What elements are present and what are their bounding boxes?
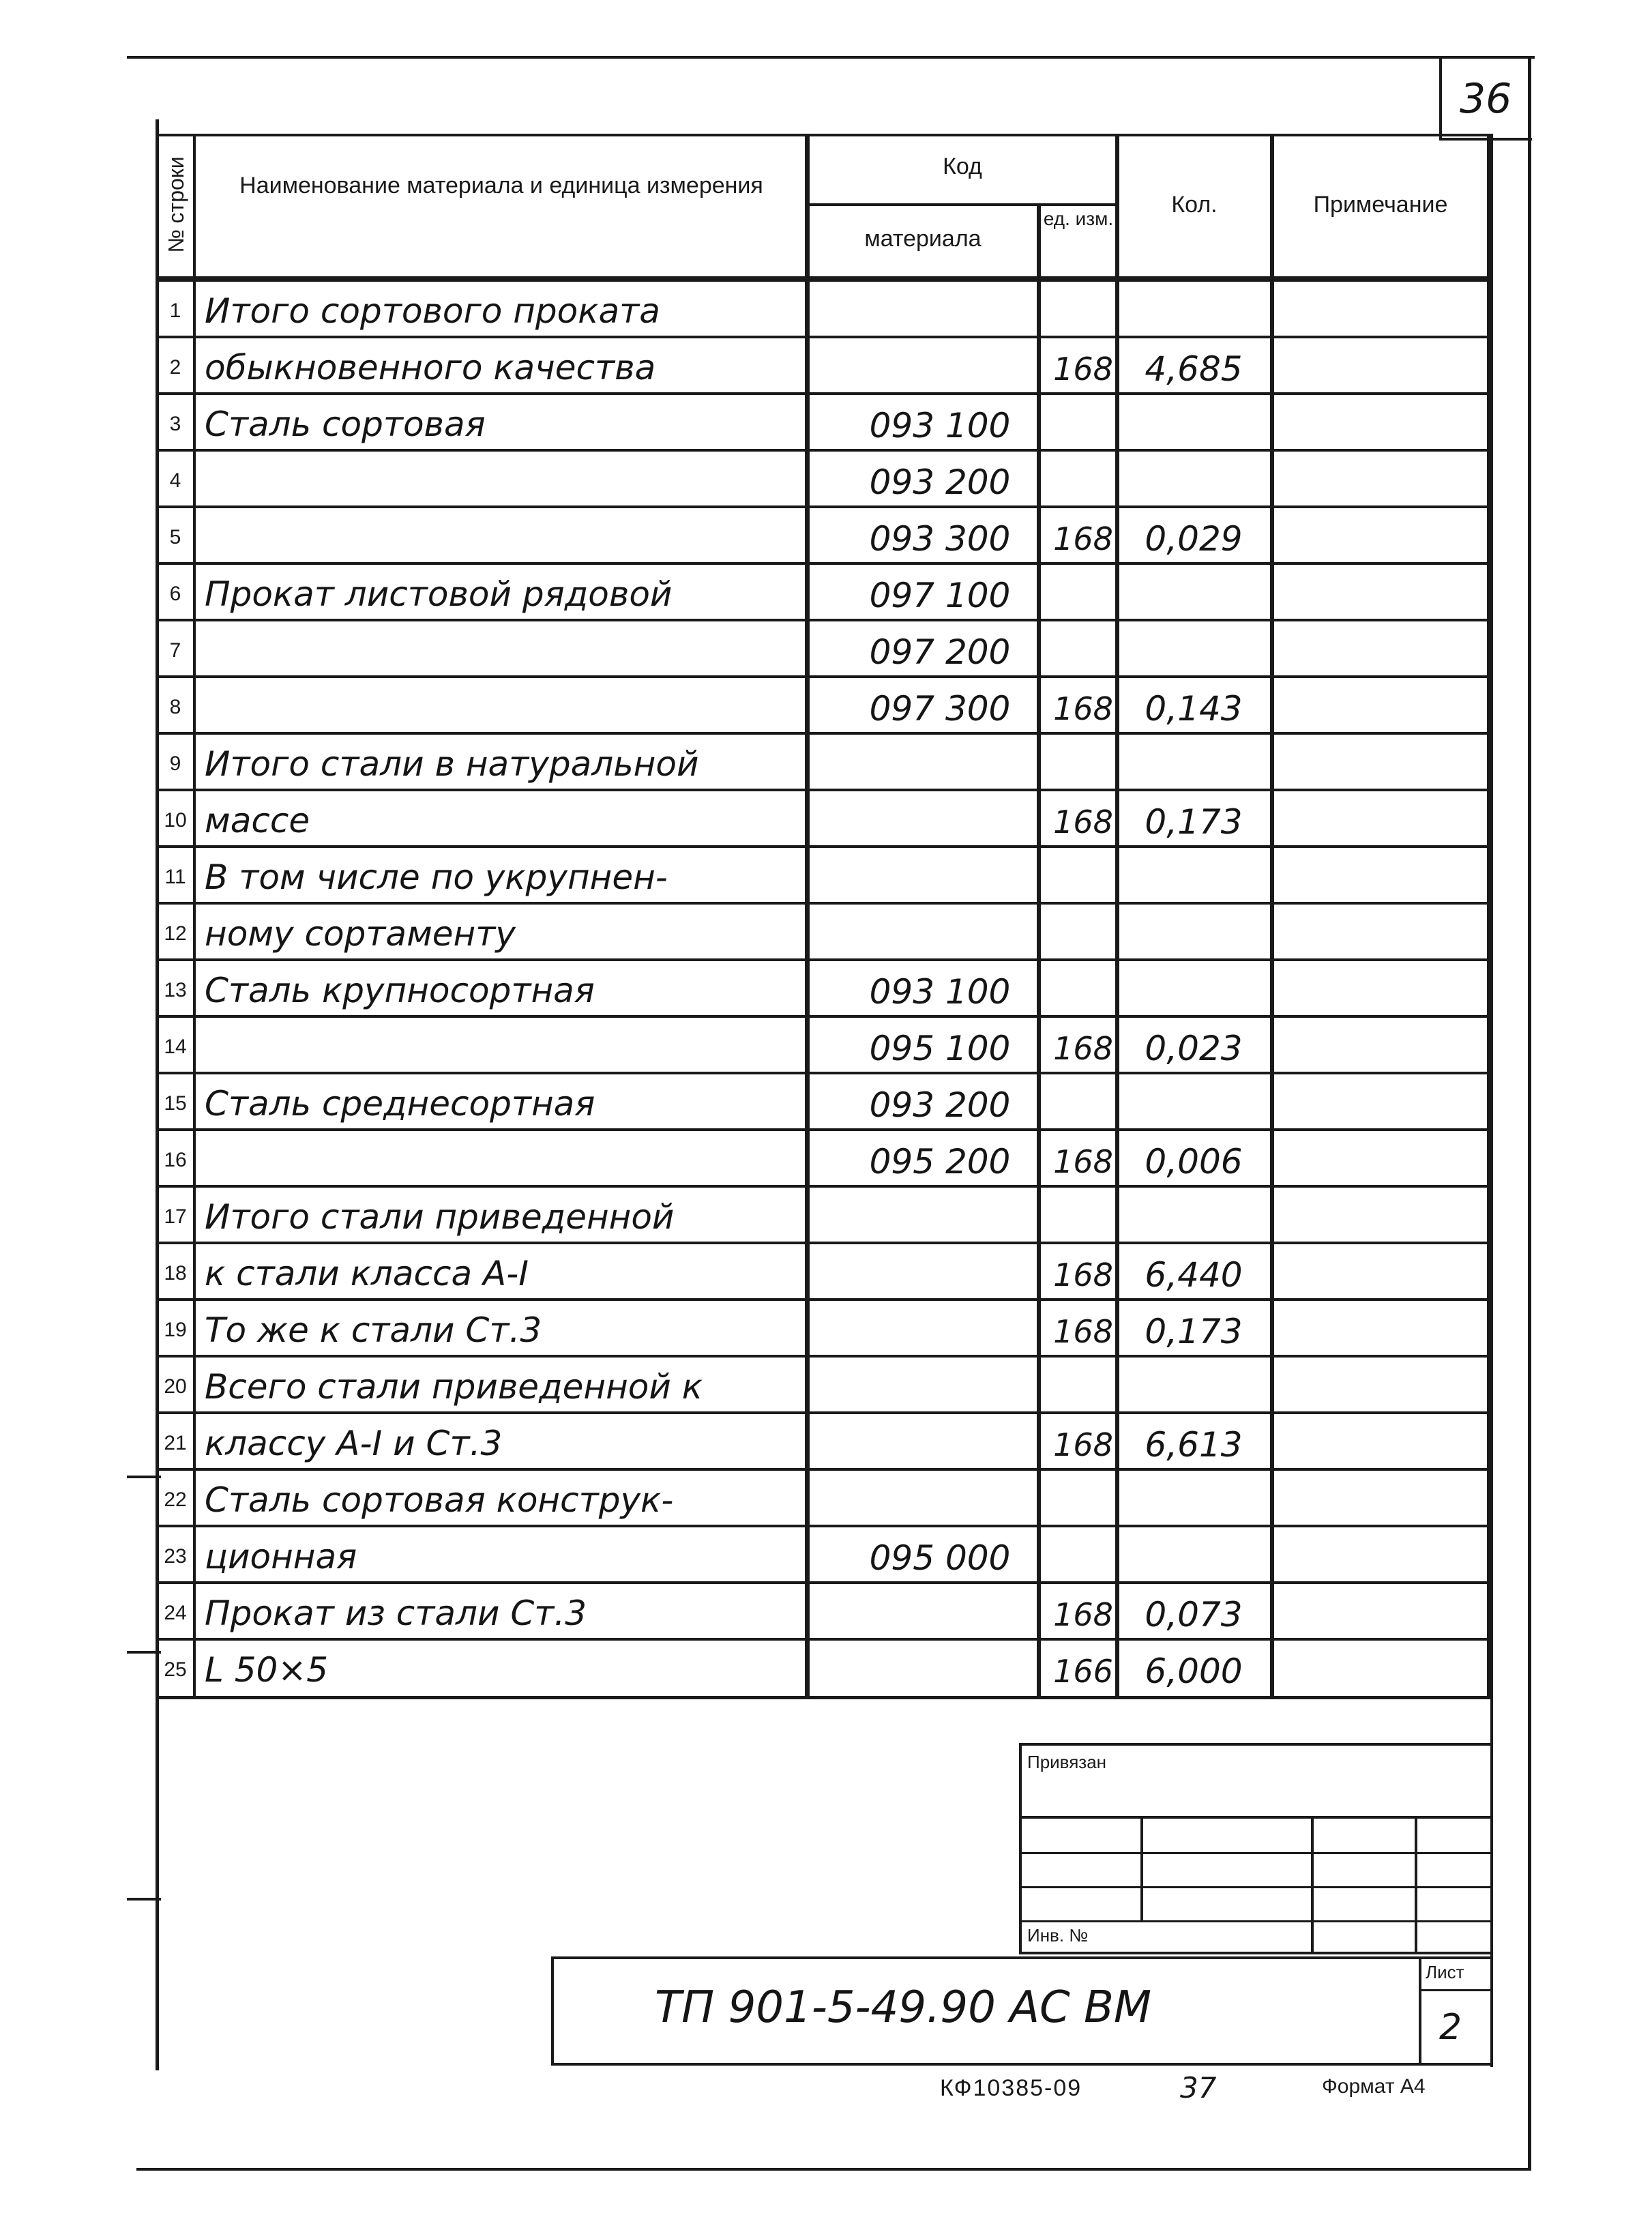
row-quantity: 0,023 <box>1145 1029 1243 1068</box>
row-number: 21 <box>164 1432 187 1454</box>
row-number: 3 <box>169 413 181 435</box>
row-unit-code: 168 <box>1053 1596 1113 1633</box>
format-label: Формат А4 <box>1322 2075 1426 2098</box>
row-material-code: 095 000 <box>869 1538 1011 1578</box>
table-row <box>156 565 1493 621</box>
stamp-inventory-label: Инв. № <box>1027 1925 1089 1946</box>
row-material-code: 097 200 <box>869 632 1011 672</box>
margin-tick <box>127 1898 161 1901</box>
row-material-name: ционная <box>205 1537 357 1576</box>
row-number: 9 <box>169 752 181 775</box>
sheet-label: Лист <box>1426 1962 1464 1982</box>
row-material-name: к стали класса А-I <box>205 1254 529 1293</box>
table-row <box>156 508 1493 565</box>
row-material-code: 093 300 <box>869 519 1011 559</box>
row-number: 16 <box>164 1149 187 1171</box>
header-row-number: № строки <box>164 156 188 253</box>
row-quantity: 6,613 <box>1145 1425 1243 1465</box>
row-unit-code: 168 <box>1053 351 1113 387</box>
row-material-name: Сталь сортовая конструк- <box>205 1480 674 1520</box>
row-material-name: Прокат из стали Ст.3 <box>205 1594 587 1633</box>
page-number: 37 <box>1180 2071 1217 2104</box>
row-material-name: То же к стали Ст.3 <box>205 1310 542 1350</box>
stamp-line <box>1019 1886 1493 1888</box>
table-row <box>156 1074 1493 1131</box>
row-number: 18 <box>164 1262 187 1285</box>
row-number: 11 <box>164 866 186 888</box>
stamp-linked-label: Привязан <box>1027 1752 1107 1772</box>
row-material-name: Всего стали приведенной к <box>205 1367 703 1407</box>
row-unit-code: 168 <box>1053 1143 1113 1180</box>
row-unit-code: 168 <box>1053 1030 1113 1067</box>
row-material-name: Итого стали приведенной <box>205 1197 675 1237</box>
stamp-line <box>1140 1816 1143 1922</box>
row-number: 7 <box>169 639 181 662</box>
header-code: Код <box>943 153 982 179</box>
row-number: 8 <box>169 696 181 718</box>
table-row <box>156 338 1493 395</box>
row-unit-code: 166 <box>1053 1653 1113 1690</box>
row-quantity: 0,073 <box>1145 1595 1243 1634</box>
row-quantity: 6,440 <box>1145 1255 1243 1295</box>
row-unit-code: 168 <box>1053 1426 1113 1463</box>
row-number: 17 <box>164 1205 187 1228</box>
stamp-line <box>1311 1816 1314 1954</box>
header-material-name: Наименование материала и единица измерения <box>239 173 763 199</box>
row-material-code: 095 100 <box>869 1029 1011 1068</box>
row-material-name: ному сортаменту <box>205 914 516 954</box>
row-material-code: 097 100 <box>869 576 1011 615</box>
table-header-divider <box>156 276 1493 282</box>
archive-code: КФ10385-09 <box>940 2075 1082 2101</box>
row-material-name: Сталь сортовая <box>205 405 486 444</box>
table-row <box>156 1244 1493 1301</box>
frame-top-border <box>127 56 1535 59</box>
row-number: 12 <box>164 922 187 945</box>
row-quantity: 0,006 <box>1145 1142 1243 1182</box>
row-material-name: Итого сортового проката <box>205 291 660 331</box>
row-material-name: массе <box>205 801 310 840</box>
row-number: 6 <box>169 583 181 605</box>
row-material-name: Сталь среднесортная <box>205 1084 595 1124</box>
row-quantity: 6,000 <box>1145 1652 1243 1691</box>
table-row <box>156 452 1493 508</box>
table-row <box>156 961 1493 1018</box>
row-number: 24 <box>164 1602 187 1624</box>
row-number: 1 <box>169 299 181 322</box>
table-row <box>156 282 1493 338</box>
row-material-name: Сталь крупносортная <box>205 971 595 1010</box>
row-material-code: 093 100 <box>869 972 1011 1012</box>
frame-bottom-border <box>136 2168 1531 2171</box>
table-row <box>156 1414 1493 1471</box>
header-material-code: материала <box>864 226 982 252</box>
table-row <box>156 395 1493 452</box>
table-row <box>156 791 1493 848</box>
row-unit-code: 168 <box>1053 1257 1113 1293</box>
table-row <box>156 621 1493 678</box>
table-row <box>156 678 1493 735</box>
table-row <box>156 1527 1493 1584</box>
table-row <box>156 1471 1493 1527</box>
table-row <box>156 1301 1493 1358</box>
frame-right-border <box>1528 56 1531 2171</box>
row-number: 5 <box>169 526 181 548</box>
stamp-line <box>1415 1816 1417 1954</box>
row-number: 14 <box>164 1036 187 1058</box>
table-row <box>156 1131 1493 1188</box>
row-material-name: классу А-I и Ст.3 <box>205 1424 503 1463</box>
row-number: 15 <box>164 1092 187 1115</box>
row-material-name: обыкновенного качества <box>205 348 656 387</box>
row-material-code: 097 300 <box>869 689 1011 729</box>
row-material-code: 095 200 <box>869 1142 1011 1182</box>
table-top-border <box>156 134 1493 136</box>
table-row <box>156 1358 1493 1414</box>
row-material-name: L 50×5 <box>205 1650 329 1690</box>
header-unit: ед. изм. <box>1043 208 1114 229</box>
approval-stamp <box>1019 1743 1493 1954</box>
table-row <box>156 1584 1493 1641</box>
row-number: 20 <box>164 1375 187 1398</box>
row-material-code: 093 200 <box>869 463 1011 502</box>
row-material-name: Итого стали в натуральной <box>205 744 699 784</box>
stamp-line <box>1019 1852 1493 1854</box>
header-note: Примечание <box>1313 192 1448 218</box>
header-quantity: Кол. <box>1171 192 1218 218</box>
table-row <box>156 905 1493 961</box>
row-quantity: 4,685 <box>1145 349 1243 389</box>
row-number: 22 <box>164 1488 187 1511</box>
row-number: 19 <box>164 1319 187 1341</box>
table-row <box>156 1188 1493 1244</box>
row-unit-code: 168 <box>1053 690 1113 727</box>
row-unit-code: 168 <box>1053 520 1113 557</box>
code-header-divider <box>805 203 1119 206</box>
row-quantity: 0,029 <box>1145 519 1243 559</box>
row-unit-code: 168 <box>1053 804 1113 840</box>
row-material-name: В том числе по укрупнен- <box>205 857 668 897</box>
stamp-line <box>1019 1816 1493 1819</box>
row-number: 13 <box>164 979 187 1001</box>
row-number: 4 <box>169 469 181 492</box>
row-unit-code: 168 <box>1053 1313 1113 1350</box>
sheet-number: 36 <box>1460 75 1512 123</box>
row-number: 10 <box>164 809 187 832</box>
row-number: 23 <box>164 1545 187 1568</box>
document-code: ТП 901-5-49.90 АС ВМ <box>655 1982 1152 2033</box>
table-row <box>156 1641 1493 1697</box>
sheet-label-divider <box>1419 1989 1492 1991</box>
stamp-line <box>1019 1920 1493 1922</box>
row-material-code: 093 100 <box>869 406 1011 445</box>
row-material-name: Прокат листовой рядовой <box>205 574 673 614</box>
row-quantity: 0,173 <box>1145 802 1243 842</box>
table-row <box>156 735 1493 791</box>
table-row <box>156 1018 1493 1074</box>
row-number: 2 <box>169 356 181 379</box>
table-row <box>156 848 1493 905</box>
row-quantity: 0,173 <box>1145 1312 1243 1351</box>
row-quantity: 0,143 <box>1145 689 1243 729</box>
row-number: 25 <box>164 1658 187 1681</box>
sheet-value: 2 <box>1439 2007 1462 2048</box>
row-material-code: 093 200 <box>869 1085 1011 1125</box>
